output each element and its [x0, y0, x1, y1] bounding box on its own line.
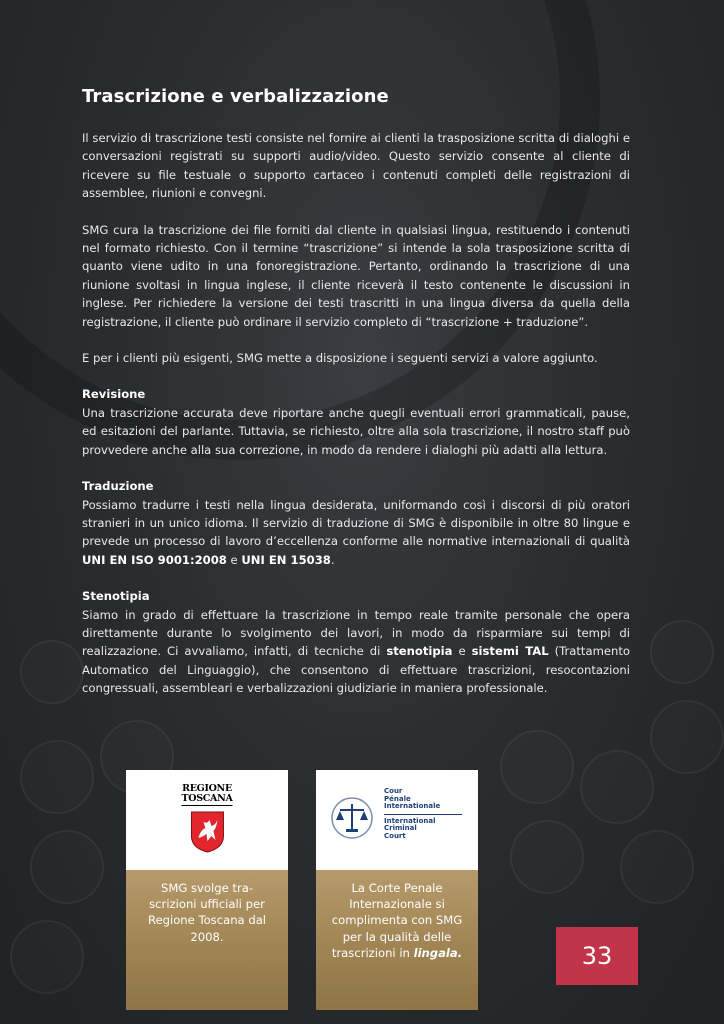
cpi-caption-emphasis: lingala.: [413, 945, 463, 960]
paragraph-services: E per i clienti più esigenti, SMG mette a disposizione i seguenti servizi a valore aggiunto.: [82, 351, 598, 366]
card-corte-penale: [316, 770, 478, 1010]
page-number: 33: [556, 927, 638, 985]
cpi-logo: [330, 788, 470, 858]
revisione-heading: Revisione: [82, 387, 146, 402]
rt-logo-line2: TOSCANA: [181, 794, 232, 807]
traduzione-end: .: [330, 552, 335, 567]
card-regione-toscana: [126, 770, 288, 1010]
cpi-fr-line1: Cour: [384, 787, 403, 795]
stenotipia-heading: Stenotipia: [82, 589, 150, 604]
cpi-en-line2: Criminal: [384, 824, 417, 833]
page-title: Trascrizione e verbalizzazione: [82, 86, 389, 107]
pegasus-shield-icon: [189, 810, 225, 854]
cpi-en-line1: International: [384, 816, 436, 825]
stenotipia-bold: stenotipia: [386, 644, 453, 659]
cpi-caption-text: La Corte Penale Internazionale si complimenta con SMG per la qualità delle trascrizioni in: [331, 881, 463, 960]
cpi-logo-text: [384, 788, 462, 841]
cpi-fr-line2: Pénale: [384, 794, 411, 803]
rt-logo-line1: REGIONE: [182, 783, 232, 794]
traduzione-connector: e: [226, 552, 242, 567]
revisione-text: Una trascrizione accurata deve riportare anche quegli eventuali errori grammaticali, pause, ed esitazioni del parlante. Tuttavia, se richiesto, oltre alla sola trascrizione, il nostro staff può provvedere anche alla sua correzione, in modo da rendere i dialoghi più adatti alla lettura.: [82, 405, 630, 457]
section-traduzione: [82, 477, 630, 569]
cpi-caption: [316, 870, 478, 1010]
stenotipia-text-after: (Trattamento Automatico del Linguaggio), che consentono di effettuare trascrizioni, resocontazioni congressuali, assembleari e verbalizzazioni giudiziarie in maniera professionale.: [82, 644, 630, 696]
main-content: [82, 86, 630, 716]
traduzione-text: Possiamo tradurre i testi nella lingua desiderata, uniformando così i discorsi di più oratori stranieri in un unico idioma. Il servizio di traduzione di SMG è disponibile in oltre 80 lingue e prevede un processo di lavoro d’eccellenza conforme alle normative internazionali di qualità: [82, 497, 630, 549]
paragraph-smg: SMG cura la trascrizione dei file forniti dal cliente in qualsiasi lingua, restituendo i contenuti nel formato richiesto. Con il termine “trascrizione” si intende la sola trasposizione scritta di quanto viene udito in una fonoregistrazione. Pertanto, ordinando la trascrizione di una riunione svoltasi in lingua inglese, il cliente riceverà il testo contenente le discussioni in inglese. Per richiedere la versione dei testi trascritti in una lingua diversa da quella della registrazione, il cliente può ordinare il servizio completo di “trascrizione + traduzione”.: [82, 222, 630, 329]
paragraph-intro: Il servizio di trascrizione testi consiste nel fornire ai clienti la trasposizione scritta di dialoghi e conversazioni registrati su supporti audio/video. Questo servizio consente al cliente di ricevere su file testuale o supporto cartaceo i contenuti completi delle registrazioni di assemblee, riunioni e convegni.: [82, 131, 630, 201]
traduzione-heading: Traduzione: [82, 479, 154, 494]
regione-toscana-logo-area: [126, 770, 288, 870]
cpi-logo-area: [316, 770, 478, 870]
section-revisione: [82, 385, 630, 459]
stenotipia-text: Siamo in grado di effettuare la trascrizione in tempo reale tramite personale che opera direttamente durante lo svolgimento dei lavori, in modo da risparmiare sui tempi di realizzazione. Ci avvaliamo, infatti, di tecniche di: [82, 607, 630, 659]
cpi-en-line3: Court: [384, 831, 406, 840]
regione-toscana-logo: [181, 784, 232, 858]
section-stenotipia: [82, 587, 630, 697]
uni-en-standard: UNI EN 15038: [241, 552, 331, 567]
sistemi-tal-bold: sistemi TAL: [471, 644, 549, 659]
cpi-fr-line3: Internationale: [384, 803, 462, 815]
uni-iso-standard: UNI EN ISO 9001:2008: [82, 552, 227, 567]
regione-toscana-caption: SMG svolge tra-scrizioni ufficiali per Regione Toscana dal 2008.: [126, 870, 288, 1010]
stenotipia-connector: e: [452, 644, 472, 659]
scales-of-justice-icon: [330, 796, 374, 840]
reference-cards: [126, 770, 478, 1010]
